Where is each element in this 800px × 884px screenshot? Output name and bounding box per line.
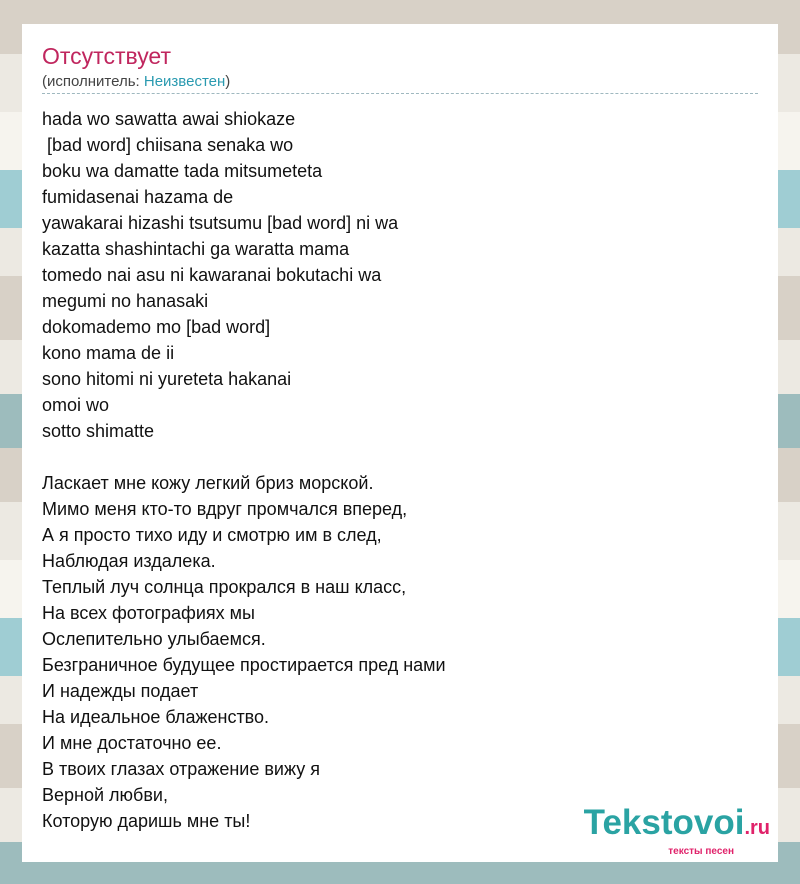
song-title: Отсутствует <box>42 43 171 69</box>
artist-suffix: ) <box>225 73 231 90</box>
lyric-line: sotto shimatte <box>42 421 155 441</box>
lyric-line: tomedo nai asu ni kawaranai bokutachi wa <box>42 265 382 285</box>
lyric-line: В твоих глазах отражение вижу я <box>42 759 320 779</box>
lyric-line: Мимо меня кто-то вдруг промчался вперед, <box>42 499 408 519</box>
lyrics-card <box>22 24 778 862</box>
lyric-line <box>42 444 446 470</box>
lyric-line: fumidasenai hazama de <box>42 187 234 207</box>
lyric-line: А я просто тихо иду и смотрю им в след, <box>42 525 382 545</box>
logo-tagline: тексты песен <box>668 846 734 857</box>
lyric-line: kono mama de ii <box>42 343 175 363</box>
lyric-line: На всех фотографиях мы <box>42 603 255 623</box>
lyric-line: Безграничное будущее простирается пред нами <box>42 655 446 675</box>
lyric-line: Ласкает мне кожу легкий бриз морской. <box>42 473 374 493</box>
title-divider <box>42 93 758 94</box>
artist-line <box>42 73 230 91</box>
lyric-line: megumi no hanasaki <box>42 291 209 311</box>
logo-name: Tekstovoi <box>583 803 745 842</box>
lyric-line: sono hitomi ni yureteta hakanai <box>42 369 292 389</box>
lyric-line: yawakarai hizashi tsutsumu [bad word] ni wa <box>42 213 399 233</box>
lyric-line: И надежды подает <box>42 681 199 701</box>
lyric-line: omoi wo <box>42 395 110 415</box>
logo-tld: .ru <box>744 817 770 839</box>
lyric-line: Ослепительно улыбаемся. <box>42 629 266 649</box>
lyric-line: dokomademo mo [bad word] <box>42 317 271 337</box>
lyrics-text <box>42 106 446 834</box>
lyric-line: Верной любви, <box>42 785 168 805</box>
site-logo[interactable] <box>584 805 770 858</box>
lyric-line: Наблюдая издалека. <box>42 551 216 571</box>
lyric-line: Которую даришь мне ты! <box>42 811 251 831</box>
lyric-line: kazatta shashintachi ga waratta mama <box>42 239 350 259</box>
lyric-line: На идеальное блаженство. <box>42 707 270 727</box>
lyric-line: boku wa damatte tada mitsumeteta <box>42 161 323 181</box>
lyric-line: hada wo sawatta awai shiokaze <box>42 109 296 129</box>
lyric-line: Теплый луч солнца прокрался в наш класс, <box>42 577 407 597</box>
artist-prefix: (исполнитель: <box>42 73 144 90</box>
artist-link[interactable]: Неизвестен <box>143 73 226 90</box>
lyric-line: [bad word] chiisana senaka wo <box>42 135 294 155</box>
lyric-line: И мне достаточно ее. <box>42 733 222 753</box>
